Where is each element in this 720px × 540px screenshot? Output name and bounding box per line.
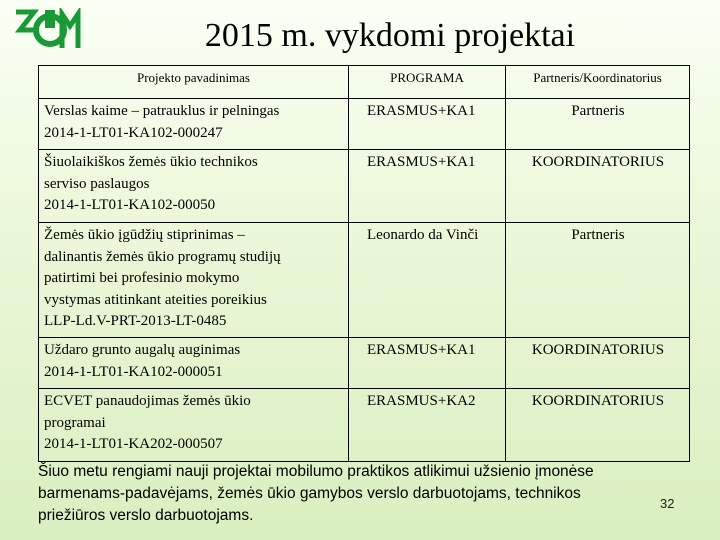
program-cell: Leonardo da Vinči (349, 223, 506, 338)
program-cell: ERASMUS+KA1 (349, 99, 506, 150)
table-row (39, 223, 690, 338)
project-name-line: patirtimi bei profesinio mokymo (44, 270, 240, 286)
zum-logo-icon (12, 8, 82, 56)
table-header-row (39, 66, 690, 99)
project-name-line: serviso paslaugos (44, 175, 150, 192)
project-code: 2014-1-LT01-KA102-00050 (44, 197, 216, 213)
program-cell: ERASMUS+KA1 (349, 150, 506, 223)
project-code: 2014-1-LT01-KA202-000507 (44, 436, 223, 452)
role-cell: Partneris (506, 99, 690, 150)
column-header-program: PROGRAMA (349, 66, 506, 99)
project-name-cell (39, 338, 349, 389)
footer-line: barmenams-padavėjams, žemės ūkio gamybos verslo darbuotojams, technikos (38, 485, 581, 502)
role-cell: KOORDINATORIUS (506, 150, 690, 223)
project-name-cell (39, 150, 349, 223)
program-cell: ERASMUS+KA1 (349, 338, 506, 389)
project-name-cell (39, 223, 349, 338)
project-code: LLP-Ld.V-PRT-2013-LT-0485 (44, 313, 227, 329)
projects-table (38, 65, 690, 462)
project-name-line: Žemės ūkio įgūdžių stiprinimas – (44, 227, 245, 243)
project-name-line: dalinantis žemės ūkio programų studijų (44, 248, 281, 265)
table-row (39, 338, 690, 389)
role-cell: KOORDINATORIUS (506, 389, 690, 462)
project-name-line: programai (44, 414, 106, 431)
footer-note (38, 461, 698, 527)
project-code: 2014-1-LT01-KA102-000247 (44, 124, 223, 141)
project-name-line: Verslas kaime – patrauklus ir pelningas (44, 103, 280, 119)
column-header-project-name: Projekto pavadinimas (39, 66, 349, 99)
column-header-partner: Partneris/Koordinatorius (506, 66, 690, 99)
project-name-line: Šiuolaikiškos žemės ūkio technikos (44, 154, 258, 170)
project-name-line: Uždaro grunto augalų auginimas (44, 342, 241, 358)
project-name-line: vystymas atitinkant ateities poreikius (44, 291, 267, 308)
project-code: 2014-1-LT01-KA102-000051 (44, 363, 223, 380)
program-cell: ERASMUS+KA2 (349, 389, 506, 462)
page-title: 2015 m. vykdomi projektai (204, 17, 576, 54)
role-cell: KOORDINATORIUS (506, 338, 690, 389)
project-name-cell (39, 389, 349, 462)
footer-line: priežiūros verslo darbuotojams. (38, 507, 254, 524)
role-cell: Partneris (506, 223, 690, 338)
table-row (39, 389, 690, 462)
table-row (39, 99, 690, 150)
footer-line: Šiuo metu rengiami nauji projektai mobilumo praktikos atlikimui užsienio įmonėse (38, 463, 594, 480)
project-name-line: ECVET panaudojimas žemės ūkio (44, 393, 251, 409)
page-number: 32 (660, 496, 675, 511)
table-row (39, 150, 690, 223)
project-name-cell (39, 99, 349, 150)
